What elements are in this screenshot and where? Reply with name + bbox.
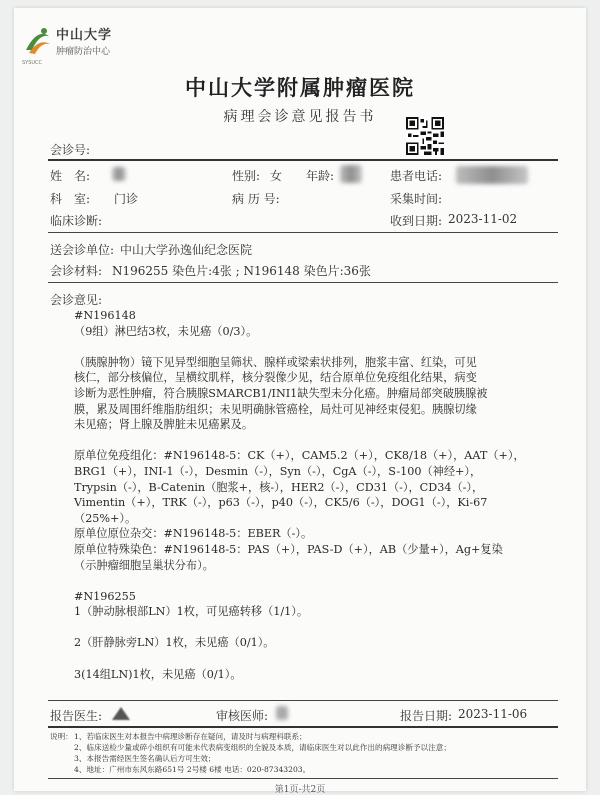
opinion-line: 原单位原位杂交：#N196148-5：EBER（-）。 [74,527,313,541]
opinion-line: 原单位特殊染色：#N196148-5：PAS（+），PAS-D（+），AB（少量+），Ag+复染 [74,542,503,556]
sender-unit-label: 送会诊单位: [50,243,115,257]
notes-list [74,731,451,775]
opinion-line: 1（肿动脉根部LN）1枚，可见癌转移（1/1）。 [74,605,309,619]
patient-divider [48,232,558,233]
consult-no-label: 会诊号: [50,143,91,157]
report-subtitle: 病理会诊意见报告书 [223,109,377,125]
opinion-line: #N196148 [74,309,136,322]
opinion-line [74,620,525,636]
gender-label: 性别: [232,169,261,183]
hospital-logo [22,22,142,66]
logo-english: SYSUCC [22,60,43,66]
notes-divider [48,778,558,779]
notes-title: 说明： [50,732,73,741]
note-item: 3、本报告需经医生签名确认后方可生效； [74,754,216,763]
hospital-title: 中山大学附属肿瘤医院 [185,75,415,100]
page-number: 第1页-共2页 [274,785,326,795]
sender-divider [48,282,558,283]
opinion-line: Vimentin（+），TRK（-），p63（-），p40（-），CK5/6（-），DOG1（-），Ki-67 [74,496,488,510]
material-label: 会诊材料: [50,264,103,278]
note-item: 4、地址：广州市东风东路651号 2号楼 6楼 电话：020-87343203。 [74,765,311,774]
opinion-line: 诊断为恶性肿瘤，符合胰腺SMARCB1/INI1缺失型未分化癌。肿瘤局部突破胰腺被 [74,386,488,400]
header-divider [48,159,558,161]
gender-value: 女 [270,169,283,183]
redacted-name [112,167,126,181]
clinical-diagnosis-label: 临床诊断: [50,214,103,228]
report-date-value: 2023-11-06 [458,707,528,721]
qr-code-icon [406,117,444,155]
opinion-line: Trypsin（-），B-Catenin（胞浆+，核-），HER2（-），CD31（-），CD34（-）， [74,480,484,494]
opinion-line [74,433,525,449]
signature-top-divider [48,700,558,701]
logo-subtitle: 肿瘤防治中心 [56,47,111,57]
opinion-line [74,651,525,667]
dept-label: 科 室: [50,192,91,206]
opinion-line: 原单位免疫组化：#N196148-5：CK（+），CAM5.2（+），CK8/18（+），AAT（+）， [74,449,525,463]
dept-value: 门诊 [114,192,139,206]
signature-bottom-divider [48,726,558,728]
opinion-line [74,573,525,589]
material-value: N196255 染色片:4张 ; N196148 染色片:36张 [112,264,371,278]
name-label: 姓 名: [50,169,91,183]
opinion-line: 未见癌；肾上腺及脾脏未见癌累及。 [74,418,254,432]
reporter-signature [112,707,130,720]
report-date-label: 报告日期: [400,709,453,723]
logo-name: 中山大学 [56,28,113,43]
received-date-value: 2023-11-02 [448,212,518,226]
phone-label: 患者电话: [390,169,443,183]
redacted-reviewer [276,706,288,720]
received-date-label: 收到日期: [390,214,443,228]
note-item: 1、若临床医生对本报告中病理诊断存在疑问，请及时与病理科联系； [74,732,307,741]
opinion-body [74,308,525,682]
opinion-line [74,339,525,355]
opinion-label: 会诊意见: [50,293,103,307]
opinion-line: 核仁，部分核偏位，呈横纹肌样，核分裂像少见，结合原单位免疫组化结果，病变 [74,371,477,385]
redacted-age [340,165,362,183]
opinion-line: BRG1（+），INI-1（-），Desmin（-），Syn（-），CgA（-），S-100（神经+）， [74,464,482,478]
opinion-line: 膜，累及周围纤维脂肪组织；未见明确脉管癌栓，局灶可见神经束侵犯。胰腺切缘 [74,402,477,416]
opinion-line: #N196255 [74,589,136,603]
sender-unit-value: 中山大学孙逸仙纪念医院 [120,243,253,257]
opinion-line: （胰腺肿物）镜下见异型细胞呈筛状、腺样或梁索状排列，胞浆丰富、红染，可见 [74,355,477,369]
logo-emblem-icon [22,24,52,58]
opinion-line: （示肿瘤细胞呈巢状分布）。 [74,558,214,572]
note-item: 2、临床送检少量或碎小组织有可能未代表病变组织的全貌及本质，请临床医生对以此作出的病理诊断予以注意； [74,743,451,752]
record-no-label: 病 历 号: [232,192,280,206]
opinion-line: 3(14组LN)1枚，未见癌（0/1）。 [74,667,242,681]
opinion-line: （25%+）。 [74,511,137,525]
reporter-label: 报告医生: [50,709,103,723]
opinion-line: 2（肝静脉旁LN）1枚，未见癌（0/1）。 [74,636,275,650]
reviewer-label: 审核医师: [216,709,269,723]
collect-time-label: 采集时间: [390,192,443,206]
redacted-phone [456,166,528,184]
opinion-line: （9组）淋巴结3枚，未见癌（0/3）。 [74,324,258,338]
age-label: 年龄: [306,169,335,183]
